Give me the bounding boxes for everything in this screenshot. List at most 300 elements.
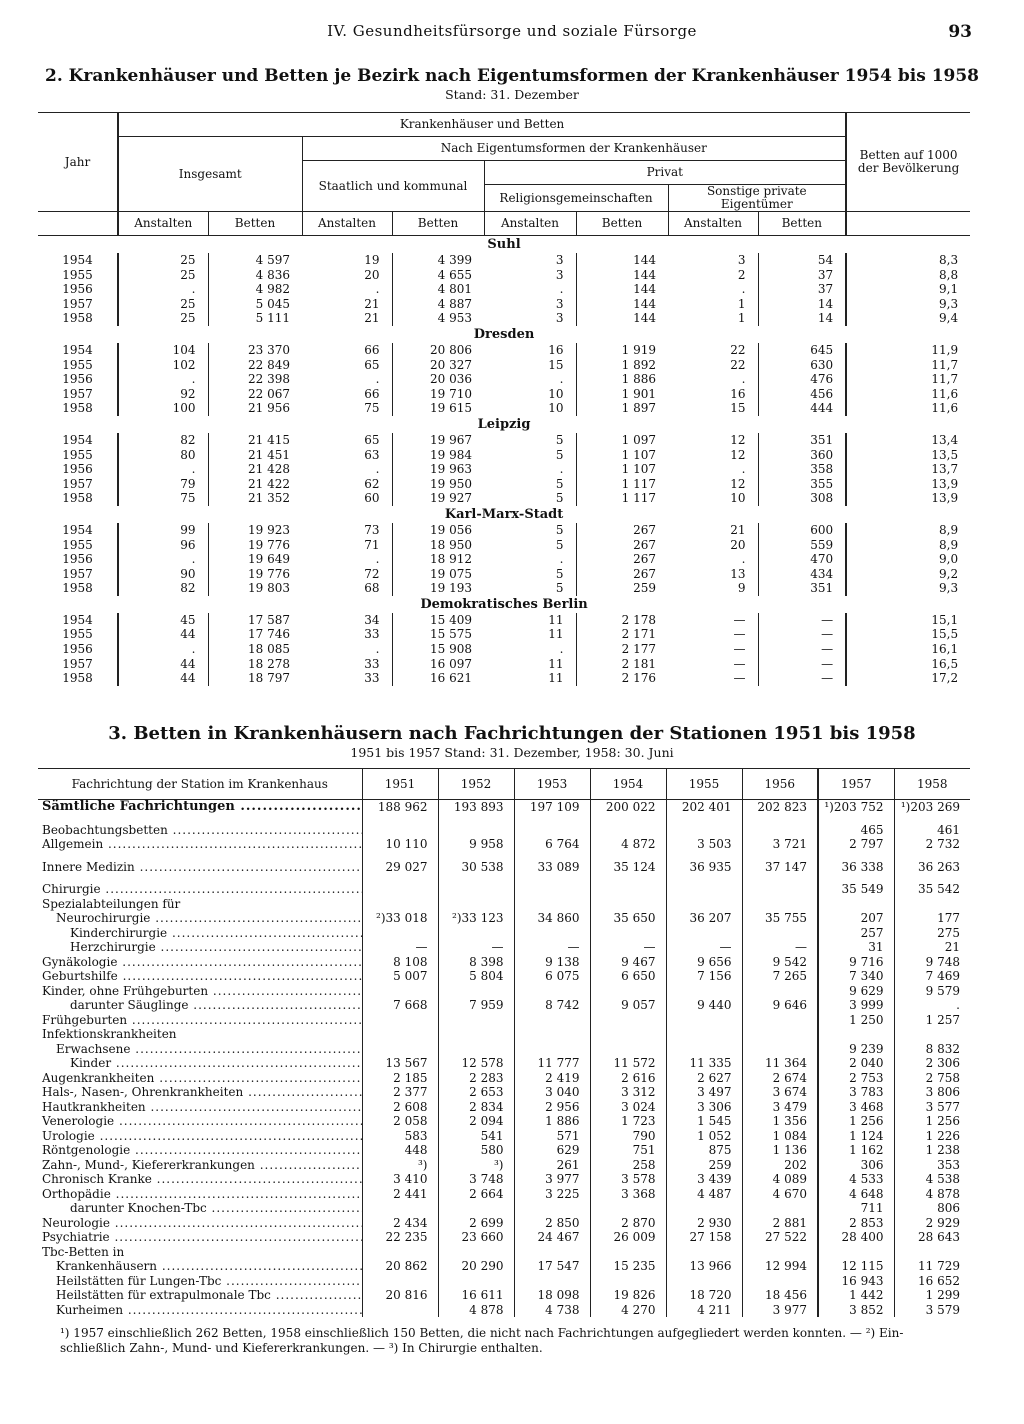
value-cell: 144: [576, 297, 668, 312]
col-insgesamt: Insgesamt: [118, 137, 302, 212]
row-label: [38, 1100, 362, 1115]
year-cell: 1956: [62, 462, 93, 477]
row-label-text: Venerologie .....: [42, 1114, 362, 1128]
value-cell: [362, 984, 438, 999]
value-cell: 19 826: [590, 1288, 666, 1303]
table-row: [38, 1288, 970, 1303]
row-label: [38, 1013, 362, 1028]
value-cell: [590, 1013, 666, 1028]
value-cell: 21 422: [208, 477, 302, 492]
value-cell: 9 958: [438, 837, 514, 852]
value-cell: [818, 1027, 894, 1042]
value-cell: [438, 1027, 514, 1042]
value-cell: 8,9: [846, 523, 970, 538]
value-cell: 17,2: [846, 671, 970, 686]
value-cell: 193 893: [438, 800, 514, 815]
value-cell: [514, 1201, 590, 1216]
value-cell: 2 616: [590, 1071, 666, 1086]
value-cell: 3: [737, 253, 746, 267]
value-cell: [590, 1042, 666, 1057]
value-cell: .: [956, 998, 960, 1012]
value-cell: 16 943: [818, 1274, 894, 1289]
value-cell: [362, 926, 438, 941]
value-cell: 261: [514, 1158, 590, 1173]
table-row: [38, 1027, 970, 1042]
value-cell: 630: [758, 358, 846, 373]
value-cell: 9 579: [925, 983, 960, 998]
row-label: [38, 940, 362, 955]
value-cell: 2 434: [362, 1216, 438, 1231]
value-cell: 19 803: [208, 581, 302, 596]
value-cell: 1 545: [666, 1114, 742, 1129]
value-cell: 5 111: [208, 311, 302, 326]
value-cell: 3 578: [590, 1172, 666, 1187]
value-cell: 144: [576, 253, 668, 268]
value-cell: [742, 823, 818, 838]
value-cell: 3 468: [818, 1100, 894, 1115]
value-cell: 12 578: [438, 1056, 514, 1071]
value-cell: 36 935: [666, 860, 742, 875]
table-row: [38, 897, 970, 912]
value-cell: [362, 1245, 438, 1260]
value-cell: 29 027: [362, 860, 438, 875]
row-label-text: Spezialabteilungen für: [42, 896, 181, 911]
value-cell: 13 567: [362, 1056, 438, 1071]
row-label: [38, 1143, 362, 1158]
table-row: [38, 477, 970, 492]
row-label-text: Tbc-Betten in: [42, 1244, 125, 1259]
value-cell: 2: [737, 267, 746, 282]
value-cell: 33: [364, 656, 380, 671]
value-cell: 66: [364, 342, 380, 357]
value-cell: 4 836: [208, 268, 302, 283]
table3-body: [38, 800, 970, 1318]
value-cell: 12: [730, 476, 746, 491]
value-cell: 806: [937, 1201, 960, 1215]
value-cell: 45: [118, 613, 208, 628]
year-cell: 1957: [62, 656, 93, 671]
value-cell: 1 097: [576, 433, 668, 448]
value-cell: 9 716: [818, 955, 894, 970]
value-cell: [590, 1027, 666, 1042]
row-label: [38, 1129, 362, 1144]
value-cell: 2 956: [514, 1100, 590, 1115]
value-cell: 1 919: [576, 343, 668, 358]
value-cell: .: [741, 462, 746, 477]
year-cell: 1956: [62, 282, 93, 297]
table-row: [38, 253, 970, 268]
value-cell: 13,9: [846, 491, 970, 506]
col-year: 1955: [666, 769, 742, 800]
table-row: [38, 387, 970, 402]
value-cell: 4 089: [742, 1172, 818, 1187]
value-cell: [438, 823, 514, 838]
year-cell: 1956: [62, 552, 93, 567]
value-cell: 16,5: [846, 657, 970, 672]
value-cell: 75: [118, 491, 208, 506]
value-cell: 65: [364, 357, 380, 372]
value-cell: 2 040: [818, 1056, 894, 1071]
value-cell: 13 966: [666, 1259, 742, 1274]
value-cell: 571: [514, 1129, 590, 1144]
value-cell: 104: [118, 343, 208, 358]
value-cell: 629: [514, 1143, 590, 1158]
value-cell: 18 456: [742, 1288, 818, 1303]
table-row: [38, 926, 970, 941]
value-cell: 13: [730, 566, 746, 581]
value-cell: 4 211: [666, 1303, 742, 1318]
table-row: [38, 1303, 970, 1318]
year-cell: 1958: [62, 311, 93, 326]
table-row: [38, 823, 970, 838]
value-cell: —: [666, 940, 742, 955]
value-cell: 68: [364, 581, 380, 596]
table-row: [38, 581, 970, 596]
table-row: [38, 800, 970, 815]
table-row: [38, 567, 970, 582]
value-cell: 19 776: [208, 538, 302, 553]
value-cell: 751: [590, 1143, 666, 1158]
value-cell: 34 860: [514, 911, 590, 926]
value-cell: 25: [118, 297, 208, 312]
value-cell: 15,5: [846, 627, 970, 642]
value-cell: 2 758: [925, 1070, 960, 1085]
value-cell: —: [438, 940, 514, 955]
value-cell: 645: [758, 343, 846, 358]
value-cell: [514, 1027, 590, 1042]
row-label-text: Hautkrankheiten .....: [42, 1100, 362, 1114]
table-row: [38, 1274, 970, 1289]
value-cell: 5 804: [438, 969, 514, 984]
value-cell: 33 089: [514, 860, 590, 875]
page-number: 93: [948, 22, 972, 42]
value-cell: 1 886: [576, 372, 668, 387]
value-cell: 4 597: [208, 253, 302, 268]
row-label-text: Chirurgie .....: [42, 882, 362, 896]
row-label-text: Herzchirurgie .....: [70, 940, 362, 954]
value-cell: 19 193: [392, 581, 484, 596]
value-cell: 6 650: [590, 969, 666, 984]
table-row: [38, 1201, 970, 1216]
value-cell: 4 878: [438, 1303, 514, 1318]
value-cell: 12: [730, 447, 746, 462]
row-label-text: Hals-, Nasen-, Ohrenkrankheiten .....: [42, 1085, 362, 1099]
year-cell: 1955: [62, 537, 93, 552]
value-cell: 18 912: [392, 552, 484, 567]
row-label: [38, 984, 362, 999]
value-cell: 16,1: [846, 642, 970, 657]
value-cell: 144: [576, 268, 668, 283]
value-cell: [894, 897, 970, 912]
value-cell: 23 370: [208, 343, 302, 358]
value-cell: 96: [118, 538, 208, 553]
value-cell: 19 615: [392, 401, 484, 416]
row-label: [38, 1303, 362, 1318]
value-cell: 5: [555, 491, 564, 506]
value-cell: .: [118, 642, 208, 657]
value-cell: [514, 897, 590, 912]
value-cell: 1 886: [514, 1114, 590, 1129]
value-cell: 1 238: [925, 1143, 960, 1157]
col-year: 1952: [438, 769, 514, 800]
value-cell: 2 171: [576, 627, 668, 642]
value-cell: 90: [118, 567, 208, 582]
value-cell: 267: [576, 552, 668, 567]
spacer-row: [38, 874, 970, 882]
value-cell: [438, 897, 514, 912]
value-cell: 31: [818, 940, 894, 955]
row-label: [38, 1027, 362, 1042]
value-cell: 19 649: [208, 552, 302, 567]
value-cell: 11,9: [846, 343, 970, 358]
value-cell: 202 401: [666, 800, 742, 815]
value-cell: 207: [818, 911, 894, 926]
value-cell: 8,8: [846, 268, 970, 283]
value-cell: [666, 984, 742, 999]
value-cell: 541: [438, 1129, 514, 1144]
value-cell: 62: [364, 476, 380, 491]
value-cell: 351: [758, 433, 846, 448]
value-cell: [742, 926, 818, 941]
table-row: [38, 969, 970, 984]
value-cell: 434: [758, 567, 846, 582]
value-cell: [438, 926, 514, 941]
value-cell: 11,6: [846, 387, 970, 402]
value-cell: [362, 1274, 438, 1289]
value-cell: [742, 984, 818, 999]
value-cell: 1 117: [576, 491, 668, 506]
value-cell: 3: [555, 267, 564, 282]
value-cell: 82: [118, 581, 208, 596]
value-cell: 8 398: [438, 955, 514, 970]
table-row: [38, 1259, 970, 1274]
table-row: [38, 343, 970, 358]
value-cell: 15,1: [846, 613, 970, 628]
value-cell: 12 994: [742, 1259, 818, 1274]
value-cell: 72: [364, 566, 380, 581]
value-cell: 444: [758, 401, 846, 416]
value-cell: .: [375, 552, 380, 567]
value-cell: 8,9: [846, 538, 970, 553]
value-cell: [514, 1042, 590, 1057]
value-cell: 583: [362, 1129, 438, 1144]
value-cell: 2 058: [362, 1114, 438, 1129]
chapter-title: IV. Gesundheitsfürsorge und soziale Fürsorge: [327, 22, 697, 40]
value-cell: 35 542: [918, 882, 960, 896]
value-cell: [666, 1274, 742, 1289]
value-cell: 10: [548, 386, 564, 401]
value-cell: 2 797: [818, 837, 894, 852]
value-cell: .: [375, 372, 380, 387]
value-cell: 13,5: [846, 448, 970, 463]
value-cell: 3 410: [362, 1172, 438, 1187]
row-label-text: Zahn-, Mund-, Kiefererkrankungen .....: [42, 1158, 362, 1172]
value-cell: 267: [576, 567, 668, 582]
value-cell: —: [758, 627, 846, 642]
table-row: [38, 297, 970, 312]
value-cell: [362, 1013, 438, 1028]
value-cell: 99: [118, 523, 208, 538]
value-cell: [894, 1245, 970, 1260]
value-cell: 15 235: [590, 1259, 666, 1274]
value-cell: 13,4: [846, 433, 970, 448]
row-label: [38, 969, 362, 984]
value-cell: [514, 1274, 590, 1289]
value-cell: .: [375, 282, 380, 297]
value-cell: 3 368: [590, 1187, 666, 1202]
row-label-text: darunter Knochen-Tbc .....: [70, 1201, 362, 1215]
value-cell: .: [559, 282, 564, 297]
footnote-line-1: ¹) 1957 einschließlich 262 Betten, 1958 einschließlich 150 Betten, die nicht nach Fachrichtungen aufgegliedert werden konnten. — ²) Ein-: [60, 1326, 904, 1340]
value-cell: 4 953: [392, 311, 484, 326]
value-cell: 11 777: [514, 1056, 590, 1071]
value-cell: 259: [666, 1158, 742, 1173]
value-cell: 5: [555, 581, 564, 596]
value-cell: 3 783: [818, 1085, 894, 1100]
value-cell: 3 977: [742, 1303, 818, 1318]
value-cell: [742, 1201, 818, 1216]
value-cell: 22 849: [208, 358, 302, 373]
value-cell: 8 108: [362, 955, 438, 970]
value-cell: 2 306: [925, 1056, 960, 1070]
value-cell: 28 400: [818, 1230, 894, 1245]
value-cell: 11,7: [846, 372, 970, 387]
value-cell: 456: [758, 387, 846, 402]
value-cell: 11,6: [846, 401, 970, 416]
value-cell: —: [514, 940, 590, 955]
table-row: [38, 955, 970, 970]
value-cell: 21 415: [208, 433, 302, 448]
value-cell: 35 650: [590, 911, 666, 926]
value-cell: [742, 882, 818, 897]
table-row: [38, 523, 970, 538]
table2-subtitle: Stand: 31. Dezember: [445, 87, 579, 102]
value-cell: [818, 1245, 894, 1260]
value-cell: 79: [118, 477, 208, 492]
table3-title: 3. Betten in Krankenhäusern nach Fachrichtungen der Stationen 1951 bis 1958: [108, 723, 916, 744]
value-cell: .: [118, 552, 208, 567]
value-cell: 15: [548, 357, 564, 372]
value-cell: 16 097: [392, 657, 484, 672]
value-cell: 5: [555, 432, 564, 447]
col-year: 1953: [514, 769, 590, 800]
value-cell: 9 646: [742, 998, 818, 1013]
value-cell: [362, 882, 438, 897]
value-cell: 2 283: [438, 1071, 514, 1086]
row-label: [38, 860, 362, 875]
value-cell: 18 085: [208, 642, 302, 657]
value-cell: 16: [548, 342, 564, 357]
value-cell: 1 250: [818, 1013, 894, 1028]
value-cell: —: [733, 612, 746, 627]
value-cell: 258: [590, 1158, 666, 1173]
value-cell: .: [118, 462, 208, 477]
region-name: Dresden: [473, 326, 535, 342]
value-cell: 2 853: [818, 1216, 894, 1231]
value-cell: 2 185: [362, 1071, 438, 1086]
value-cell: [438, 882, 514, 897]
row-label: [38, 1259, 362, 1274]
value-cell: 9,1: [846, 282, 970, 297]
row-label-text: Innere Medizin .....: [42, 860, 362, 874]
value-cell: 2 177: [576, 642, 668, 657]
value-cell: 3 852: [818, 1303, 894, 1318]
value-cell: [362, 1201, 438, 1216]
footnote-line-2: schließlich Zahn-, Mund- und Kiefererkrankungen. — ³) In Chirurgie enthalten.: [60, 1341, 543, 1355]
value-cell: [742, 1013, 818, 1028]
value-cell: 22 067: [208, 387, 302, 402]
value-cell: [514, 823, 590, 838]
value-cell: 73: [364, 522, 380, 537]
value-cell: 1: [737, 311, 746, 326]
table-row: [38, 1056, 970, 1071]
value-cell: 2 930: [666, 1216, 742, 1231]
value-cell: 4 872: [590, 837, 666, 852]
row-label: [38, 1230, 362, 1245]
value-cell: [666, 897, 742, 912]
value-cell: 14: [758, 311, 846, 326]
value-cell: 4 399: [392, 253, 484, 268]
value-cell: 4 738: [514, 1303, 590, 1318]
value-cell: 9 057: [590, 998, 666, 1013]
value-cell: 80: [118, 448, 208, 463]
year-cell: 1954: [62, 253, 93, 267]
value-cell: —: [733, 671, 746, 686]
value-cell: 4 887: [392, 297, 484, 312]
row-label-text: Allgemein .....: [42, 837, 362, 851]
value-cell: 8,3: [846, 253, 970, 268]
value-cell: 470: [758, 552, 846, 567]
year-cell: 1955: [62, 627, 93, 642]
value-cell: 28 643: [918, 1230, 960, 1244]
value-cell: 9 440: [666, 998, 742, 1013]
value-cell: [666, 1027, 742, 1042]
value-cell: 60: [364, 491, 380, 506]
col-year: 1956: [742, 769, 818, 800]
table-row: [38, 627, 970, 642]
row-label: [38, 1245, 362, 1260]
value-cell: 3 040: [514, 1085, 590, 1100]
value-cell: .: [375, 462, 380, 477]
sub-betten: Betten: [758, 212, 846, 236]
value-cell: 21: [364, 311, 380, 326]
value-cell: 4 270: [590, 1303, 666, 1318]
value-cell: 23 660: [438, 1230, 514, 1245]
value-cell: 559: [758, 538, 846, 553]
value-cell: [438, 1274, 514, 1289]
value-cell: 2 181: [576, 657, 668, 672]
value-cell: 66: [364, 386, 380, 401]
row-label-text: Beobachtungsbetten .....: [42, 823, 362, 837]
value-cell: 2 419: [514, 1071, 590, 1086]
value-cell: 21: [944, 940, 960, 954]
value-cell: 461: [937, 822, 960, 837]
value-cell: 2 753: [818, 1071, 894, 1086]
row-label: [38, 1172, 362, 1187]
value-cell: 6 075: [514, 969, 590, 984]
value-cell: 82: [118, 433, 208, 448]
value-cell: [438, 1042, 514, 1057]
value-cell: 27 158: [666, 1230, 742, 1245]
value-cell: [590, 823, 666, 838]
value-cell: ³): [362, 1158, 438, 1173]
value-cell: 65: [364, 432, 380, 447]
table2-title: 2. Krankenhäuser und Betten je Bezirk nach Eigentumsformen der Krankenhäuser 1954 bis 1958: [44, 66, 980, 86]
value-cell: 275: [937, 925, 960, 940]
value-cell: 3 806: [925, 1085, 960, 1099]
value-cell: 19 710: [392, 387, 484, 402]
table-row: [38, 538, 970, 553]
